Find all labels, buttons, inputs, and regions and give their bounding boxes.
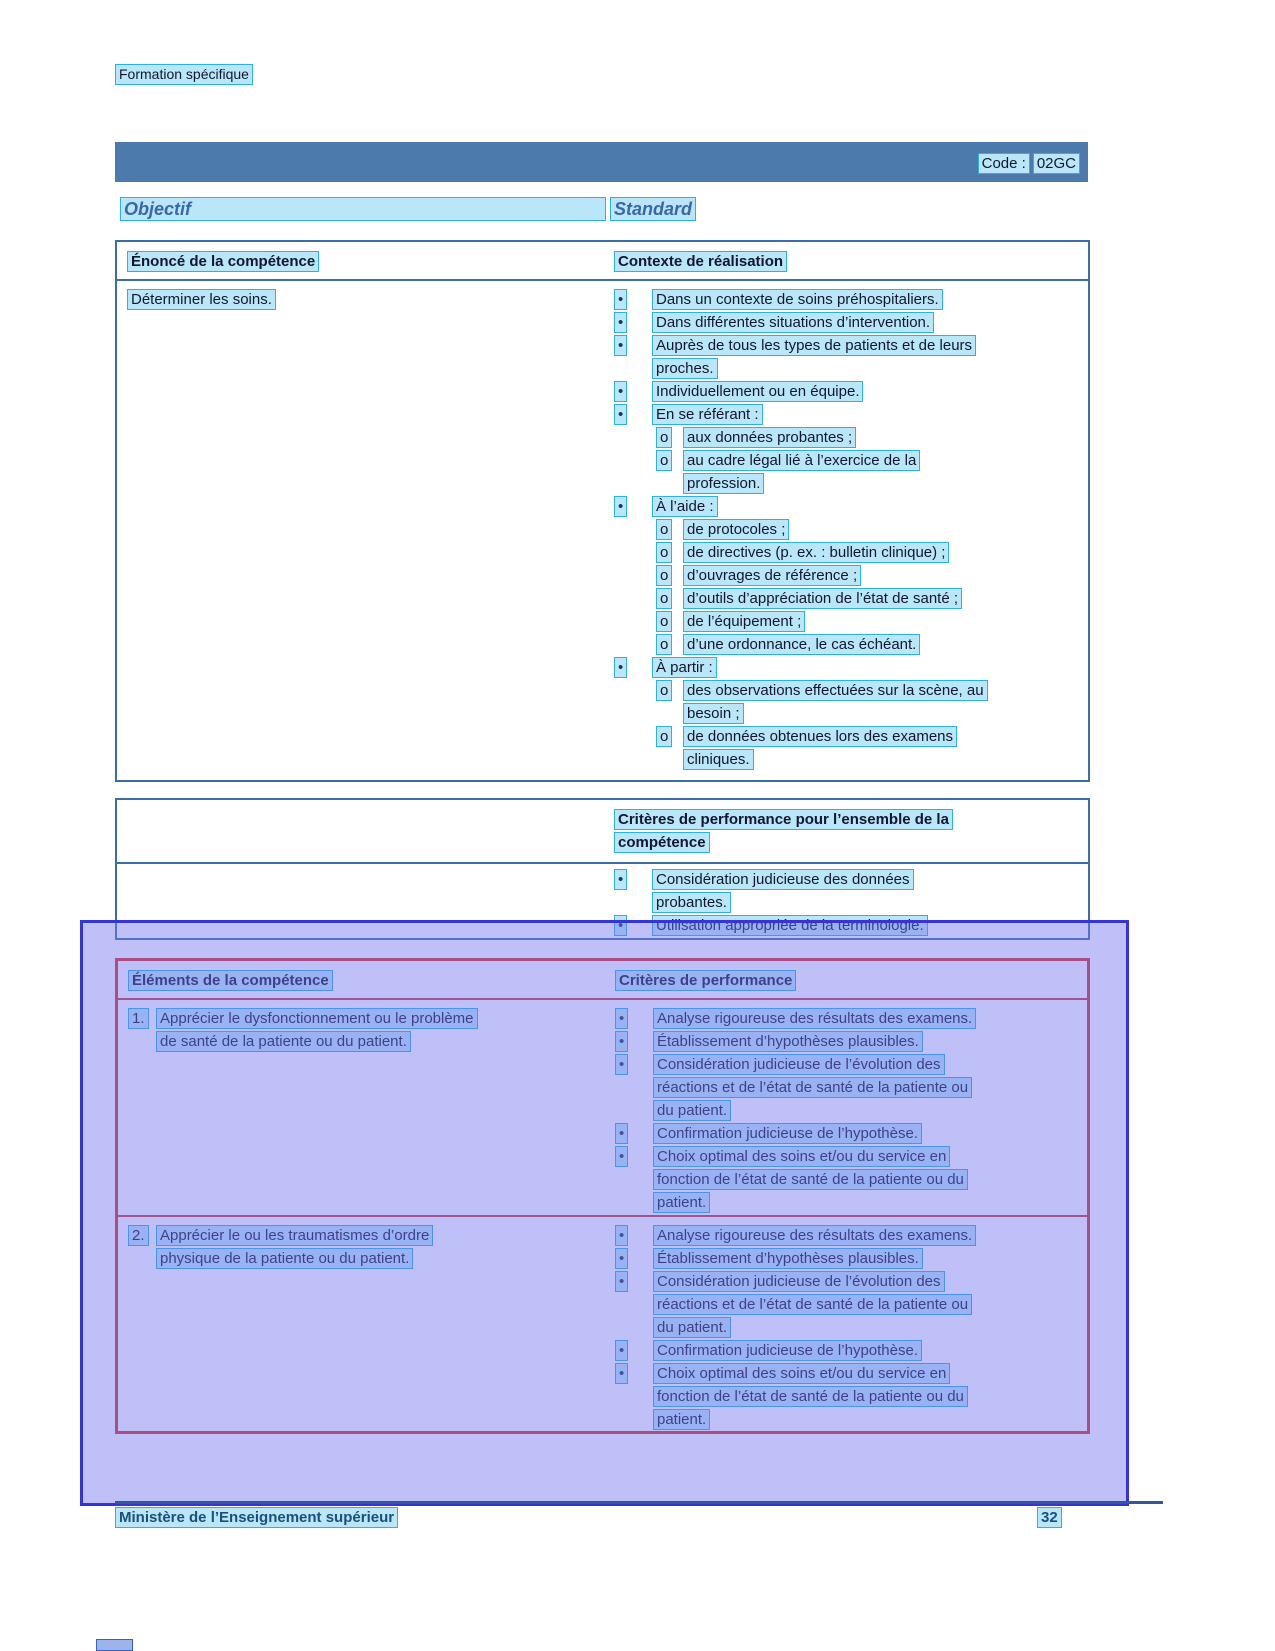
- criteria-item: [615, 1054, 1087, 1123]
- performance-header-line: Critères de performance pour l’ensemble de la: [614, 809, 953, 830]
- performance-item: [614, 869, 1088, 915]
- context-line: d’outils d’appréciation de l’état de santé ;: [683, 588, 962, 609]
- criteria-item: [615, 1363, 1087, 1432]
- context-line: Dans un contexte de soins préhospitaliers.: [652, 289, 943, 310]
- criteria-item: [615, 1008, 1087, 1031]
- bullet-icon: •: [614, 381, 627, 402]
- elements-table: [115, 958, 1090, 1434]
- circle-bullet-icon: o: [656, 611, 672, 632]
- context-subitem: [656, 726, 1088, 772]
- bullet-icon: •: [615, 1031, 628, 1052]
- bullet-icon: •: [614, 289, 627, 310]
- criteria-line: Choix optimal des soins et/ou du service en: [653, 1363, 950, 1384]
- competence-table-header: [117, 242, 1088, 281]
- bullet-icon: •: [615, 1123, 628, 1144]
- criteria-line: du patient.: [653, 1317, 731, 1338]
- code-label: Code :: [978, 153, 1030, 174]
- circle-bullet-icon: o: [656, 680, 672, 701]
- circle-bullet-icon: o: [656, 450, 672, 471]
- criteria-line: patient.: [653, 1409, 710, 1430]
- bullet-icon: •: [615, 1225, 628, 1246]
- context-line: de données obtenues lors des examens: [683, 726, 957, 747]
- context-subitem: [656, 588, 1088, 611]
- circle-bullet-icon: o: [656, 519, 672, 540]
- criteria-line: Considération judicieuse de l’évolution des: [653, 1271, 945, 1292]
- context-item: [614, 289, 1088, 312]
- bullet-icon: •: [615, 1340, 628, 1361]
- circle-bullet-icon: o: [656, 542, 672, 563]
- context-item: [614, 404, 1088, 427]
- bullet-icon: •: [614, 657, 627, 678]
- element-statement: [128, 1008, 605, 1054]
- context-line: À partir :: [652, 657, 717, 678]
- code-value: 02GC: [1033, 153, 1080, 174]
- elements-table-header: [118, 961, 1087, 1000]
- context-line: de directives (p. ex. : bulletin clinique) ;: [683, 542, 949, 563]
- performance-header-line: compétence: [614, 832, 710, 853]
- criteria-line: Analyse rigoureuse des résultats des examens.: [653, 1225, 976, 1246]
- context-line: des observations effectuées sur la scène, au: [683, 680, 988, 701]
- page-number: [1037, 1507, 1062, 1528]
- bullet-icon: •: [615, 1008, 628, 1029]
- performance-table-body: [117, 864, 1088, 938]
- element-line: Apprécier le dysfonctionnement ou le problème: [156, 1008, 478, 1029]
- criteria-item: [615, 1146, 1087, 1215]
- section-note-text: Formation spécifique: [115, 64, 253, 85]
- performance-table-header: [117, 800, 1088, 864]
- bullet-icon: •: [614, 404, 627, 425]
- bullet-icon: •: [615, 1363, 628, 1384]
- criteria-item: [615, 1123, 1087, 1146]
- performance-line: Considération judicieuse des données: [652, 869, 914, 890]
- column-header-contexte: Contexte de réalisation: [614, 251, 787, 272]
- criteria-line: du patient.: [653, 1100, 731, 1121]
- context-line: En se référant :: [652, 404, 763, 425]
- section-note: [115, 64, 253, 85]
- circle-bullet-icon: o: [656, 726, 672, 747]
- context-subitem: [656, 450, 1088, 496]
- column-header-elements: Éléments de la compétence: [128, 970, 333, 991]
- bullet-icon: •: [614, 496, 627, 517]
- context-line: Dans différentes situations d’intervention.: [652, 312, 934, 333]
- column-header-criteres: Critères de performance: [615, 970, 796, 991]
- bullet-icon: •: [614, 335, 627, 356]
- circle-bullet-icon: o: [656, 565, 672, 586]
- context-line: proches.: [652, 358, 718, 379]
- context-line: besoin ;: [683, 703, 744, 724]
- criteria-item: [615, 1271, 1087, 1340]
- context-item: [614, 312, 1088, 335]
- code-field: [975, 153, 1080, 174]
- page-number-text: 32: [1037, 1507, 1062, 1528]
- element-line: de santé de la patiente ou du patient.: [156, 1031, 411, 1052]
- footer-ministry-text: Ministère de l’Enseignement supérieur: [115, 1507, 398, 1528]
- context-subitem: [656, 542, 1088, 565]
- context-line: Individuellement ou en équipe.: [652, 381, 863, 402]
- context-item: [614, 657, 1088, 680]
- criteria-line: réactions et de l’état de santé de la patiente ou: [653, 1077, 972, 1098]
- context-subitem: [656, 680, 1088, 726]
- context-line: d’une ordonnance, le cas échéant.: [683, 634, 920, 655]
- bullet-icon: •: [614, 312, 627, 333]
- context-subitem: [656, 634, 1088, 657]
- standard-heading: Standard: [610, 197, 696, 221]
- bullet-icon: •: [615, 1054, 628, 1075]
- criteria-line: Établissement d’hypothèses plausibles.: [653, 1031, 923, 1052]
- footer-ministry: [115, 1507, 398, 1528]
- element-line: Apprécier le ou les traumatismes d’ordre: [156, 1225, 433, 1246]
- criteria-item: [615, 1340, 1087, 1363]
- bullet-icon: •: [615, 1146, 628, 1167]
- element-number: 2.: [128, 1225, 149, 1246]
- performance-line: Utilisation appropriée de la terminologie.: [652, 915, 928, 936]
- context-subitem: [656, 427, 1088, 450]
- circle-bullet-icon: o: [656, 427, 672, 448]
- context-item: [614, 496, 1088, 519]
- context-line: À l’aide :: [652, 496, 718, 517]
- objectif-heading: Objectif: [120, 197, 606, 221]
- bullet-icon: •: [615, 1271, 628, 1292]
- performance-item: [614, 915, 1088, 938]
- context-line: profession.: [683, 473, 764, 494]
- context-line: au cadre légal lié à l’exercice de la: [683, 450, 920, 471]
- criteria-item: [615, 1225, 1087, 1248]
- bullet-icon: •: [615, 1248, 628, 1269]
- criteria-line: fonction de l’état de santé de la patiente ou du: [653, 1169, 968, 1190]
- criteria-line: patient.: [653, 1192, 710, 1213]
- context-subitem: [656, 611, 1088, 634]
- competence-statement: Déterminer les soins.: [127, 289, 276, 310]
- context-item: [614, 381, 1088, 404]
- circle-bullet-icon: o: [656, 634, 672, 655]
- context-line: Auprès de tous les types de patients et de leurs: [652, 335, 976, 356]
- element-number: 1.: [128, 1008, 149, 1029]
- context-subitem: [656, 519, 1088, 542]
- element-row-2: [118, 1217, 1087, 1432]
- circle-bullet-icon: o: [656, 588, 672, 609]
- criteria-line: fonction de l’état de santé de la patiente ou du: [653, 1386, 968, 1407]
- element-row-1: [118, 1000, 1087, 1217]
- performance-line: probantes.: [652, 892, 731, 913]
- element-line: physique de la patiente ou du patient.: [156, 1248, 413, 1269]
- criteria-line: Choix optimal des soins et/ou du service en: [653, 1146, 950, 1167]
- context-line: cliniques.: [683, 749, 754, 770]
- performance-table: [115, 798, 1090, 940]
- context-subitem: [656, 565, 1088, 588]
- bullet-icon: •: [614, 869, 627, 890]
- competence-table-body: [117, 281, 1088, 772]
- context-line: aux données probantes ;: [683, 427, 856, 448]
- context-line: de l’équipement ;: [683, 611, 805, 632]
- criteria-line: Établissement d’hypothèses plausibles.: [653, 1248, 923, 1269]
- criteria-line: réactions et de l’état de santé de la patiente ou: [653, 1294, 972, 1315]
- competence-table: [115, 240, 1090, 782]
- context-line: d’ouvrages de référence ;: [683, 565, 861, 586]
- criteria-line: Confirmation judicieuse de l’hypothèse.: [653, 1123, 922, 1144]
- criteria-line: Confirmation judicieuse de l’hypothèse.: [653, 1340, 922, 1361]
- context-item: [614, 335, 1088, 381]
- criteria-item: [615, 1248, 1087, 1271]
- criteria-item: [615, 1031, 1087, 1054]
- column-header-enonce: Énoncé de la compétence: [127, 251, 319, 272]
- clipped-highlight-artifact: [96, 1639, 133, 1651]
- title-bar: [115, 142, 1088, 182]
- bullet-icon: •: [614, 915, 627, 936]
- footer-rule: [115, 1501, 1163, 1504]
- criteria-line: Considération judicieuse de l’évolution des: [653, 1054, 945, 1075]
- element-statement: [128, 1225, 605, 1271]
- context-line: de protocoles ;: [683, 519, 789, 540]
- criteria-line: Analyse rigoureuse des résultats des examens.: [653, 1008, 976, 1029]
